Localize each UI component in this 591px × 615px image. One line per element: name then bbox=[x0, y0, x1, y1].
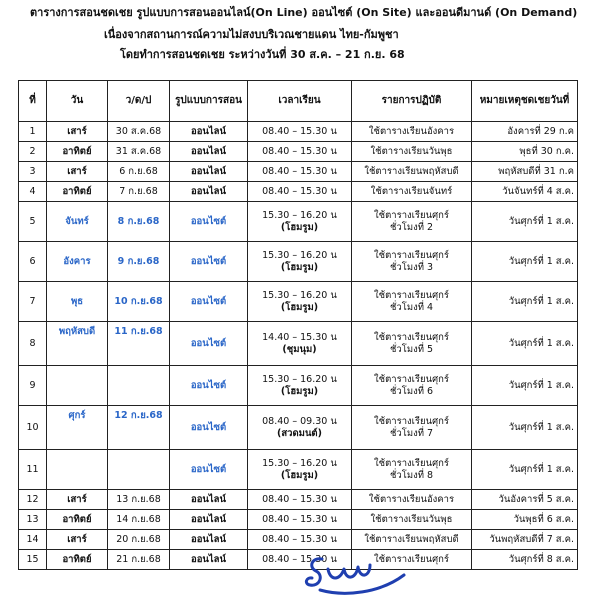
table-row bbox=[19, 142, 578, 162]
cell-date: 9 ก.ย.68 bbox=[108, 242, 170, 282]
cell-time bbox=[248, 450, 352, 490]
time-session: (โฮมรูม) bbox=[280, 221, 319, 233]
col-header-day: วัน bbox=[47, 81, 108, 122]
table-row bbox=[19, 122, 578, 142]
cell-day: เสาร์ bbox=[47, 162, 108, 182]
cell-time: 08.40 – 15.30 น bbox=[248, 122, 352, 142]
time-session: (โฮมรูม) bbox=[280, 385, 319, 397]
cell-no: 9 bbox=[19, 366, 47, 406]
cell-time: 08.40 – 15.30 น bbox=[248, 162, 352, 182]
cell-note: วันศุกร์ที่ 8 ส.ค. bbox=[472, 550, 578, 570]
cell-note: วันพุธที่ 6 ส.ค. bbox=[472, 510, 578, 530]
table-row bbox=[19, 322, 578, 366]
cell-date: 14 ก.ย.68 bbox=[108, 510, 170, 530]
table-row bbox=[19, 450, 578, 490]
cell-day: ศุกร์ bbox=[47, 406, 108, 450]
cell-no: 7 bbox=[19, 282, 47, 322]
cell-date: 12 ก.ย.68 bbox=[108, 406, 170, 450]
cell-no: 1 bbox=[19, 122, 47, 142]
cell-date: 11 ก.ย.68 bbox=[108, 322, 170, 366]
table-row bbox=[19, 162, 578, 182]
col-header-no: ที่ bbox=[19, 81, 47, 122]
cell-date: 21 ก.ย.68 bbox=[108, 550, 170, 570]
col-header-time: เวลาเรียน bbox=[248, 81, 352, 122]
cell-mode: ออนไลน์ bbox=[170, 490, 248, 510]
activity-text: ใช้ตารางเรียนศุกร์ bbox=[374, 209, 449, 221]
cell-date bbox=[108, 366, 170, 406]
table-row bbox=[19, 366, 578, 406]
cell-no: 4 bbox=[19, 182, 47, 202]
cell-activity bbox=[352, 406, 472, 450]
header-reason: เนื่องจากสถานการณ์ความไม่สงบบริเวณชายแดน ไทย-กัมพูชา bbox=[104, 28, 399, 41]
activity-hour: ชั่วโมงที่ 6 bbox=[389, 385, 434, 397]
cell-day: เสาร์ bbox=[47, 530, 108, 550]
cell-date: 31 ส.ค.68 bbox=[108, 142, 170, 162]
cell-note: วันศุกร์ที่ 1 ส.ค. bbox=[472, 242, 578, 282]
cell-time: 08.40 – 15.30 น bbox=[248, 530, 352, 550]
cell-date: 30 ส.ค.68 bbox=[108, 122, 170, 142]
cell-no: 3 bbox=[19, 162, 47, 182]
cell-time: 08.40 – 15.30 น bbox=[248, 142, 352, 162]
cell-time bbox=[248, 322, 352, 366]
cell-date: 7 ก.ย.68 bbox=[108, 182, 170, 202]
cell-date: 10 ก.ย.68 bbox=[108, 282, 170, 322]
cell-mode: ออนไซต์ bbox=[170, 242, 248, 282]
cell-time bbox=[248, 202, 352, 242]
activity-hour: ชั่วโมงที่ 4 bbox=[389, 301, 434, 313]
cell-activity: ใช้ตารางเรียนวันพุธ bbox=[352, 510, 472, 530]
cell-note: วันจันทร์ที่ 4 ส.ค. bbox=[472, 182, 578, 202]
cell-date bbox=[108, 450, 170, 490]
cell-note: วันศุกร์ที่ 1 ส.ค. bbox=[472, 366, 578, 406]
header-period: โดยทำการสอนชดเชย ระหว่างวันที่ 30 ส.ค. – 21 ก.ย. 68 bbox=[120, 48, 405, 61]
cell-note: วันอังคารที่ 5 ส.ค. bbox=[472, 490, 578, 510]
table-row bbox=[19, 510, 578, 530]
table-row bbox=[19, 182, 578, 202]
cell-activity: ใช้ตารางเรียนอังคาร bbox=[352, 122, 472, 142]
cell-mode: ออนไซต์ bbox=[170, 366, 248, 406]
cell-activity bbox=[352, 282, 472, 322]
time-range: 08.40 – 09.30 น bbox=[262, 415, 337, 427]
table-header-row bbox=[19, 81, 578, 122]
time-session: (โฮมรูม) bbox=[280, 469, 319, 481]
activity-hour: ชั่วโมงที่ 2 bbox=[389, 221, 434, 233]
cell-no: 8 bbox=[19, 322, 47, 366]
time-range: 14.40 – 15.30 น bbox=[262, 331, 337, 343]
table-row bbox=[19, 490, 578, 510]
table-row bbox=[19, 530, 578, 550]
cell-note: วันศุกร์ที่ 1 ส.ค. bbox=[472, 450, 578, 490]
time-session: (สวดมนต์) bbox=[277, 427, 322, 439]
activity-hour: ชั่วโมงที่ 5 bbox=[389, 343, 434, 355]
cell-no: 12 bbox=[19, 490, 47, 510]
cell-note: พุธที่ 30 ก.ค. bbox=[472, 142, 578, 162]
cell-mode: ออนไลน์ bbox=[170, 162, 248, 182]
signature-icon bbox=[300, 545, 410, 600]
cell-note: วันศุกร์ที่ 1 ส.ค. bbox=[472, 406, 578, 450]
schedule-table bbox=[18, 80, 578, 570]
cell-activity bbox=[352, 242, 472, 282]
cell-day: พุธ bbox=[47, 282, 108, 322]
cell-date: 20 ก.ย.68 bbox=[108, 530, 170, 550]
activity-text: ใช้ตารางเรียนศุกร์ bbox=[374, 331, 449, 343]
cell-day: อาทิตย์ bbox=[47, 550, 108, 570]
cell-mode: ออนไลน์ bbox=[170, 142, 248, 162]
cell-day bbox=[47, 450, 108, 490]
table-row bbox=[19, 242, 578, 282]
col-header-date: ว/ด/ป bbox=[108, 81, 170, 122]
cell-note: วันศุกร์ที่ 1 ส.ค. bbox=[472, 322, 578, 366]
cell-time bbox=[248, 406, 352, 450]
cell-date: 6 ก.ย.68 bbox=[108, 162, 170, 182]
cell-no: 10 bbox=[19, 406, 47, 450]
cell-note: วันพฤหัสบดีที่ 7 ส.ค. bbox=[472, 530, 578, 550]
cell-time bbox=[248, 366, 352, 406]
cell-day: เสาร์ bbox=[47, 122, 108, 142]
time-session: (โฮมรูม) bbox=[280, 261, 319, 273]
cell-time: 08.40 – 15.30 น bbox=[248, 490, 352, 510]
time-range: 15.30 – 16.20 น bbox=[262, 457, 337, 469]
cell-time bbox=[248, 242, 352, 282]
cell-day: อาทิตย์ bbox=[47, 182, 108, 202]
cell-day: อังคาร bbox=[47, 242, 108, 282]
header-title: ตารางการสอนชดเชย รูปแบบการสอนออนไลน์(On Line) ออนไซต์ (On Site) และออนดีมานด์ (On Demand) bbox=[30, 6, 578, 19]
cell-activity: ใช้ตารางเรียนวันพุธ bbox=[352, 142, 472, 162]
table-row bbox=[19, 550, 578, 570]
activity-text: ใช้ตารางเรียนศุกร์ bbox=[374, 289, 449, 301]
cell-mode: ออนไลน์ bbox=[170, 122, 248, 142]
activity-text: ใช้ตารางเรียนศุกร์ bbox=[374, 373, 449, 385]
cell-day: จันทร์ bbox=[47, 202, 108, 242]
cell-mode: ออนไซต์ bbox=[170, 406, 248, 450]
cell-mode: ออนไซต์ bbox=[170, 202, 248, 242]
activity-text: ใช้ตารางเรียนศุกร์ bbox=[374, 249, 449, 261]
cell-activity bbox=[352, 450, 472, 490]
cell-activity: ใช้ตารางเรียนอังคาร bbox=[352, 490, 472, 510]
cell-activity: ใช้ตารางเรียนศุกร์ bbox=[352, 550, 472, 570]
cell-no: 5 bbox=[19, 202, 47, 242]
cell-note: วันศุกร์ที่ 1 ส.ค. bbox=[472, 282, 578, 322]
col-header-mode: รูปแบบการสอน bbox=[170, 81, 248, 122]
activity-text: ใช้ตารางเรียนศุกร์ bbox=[374, 457, 449, 469]
cell-no: 15 bbox=[19, 550, 47, 570]
activity-text: ใช้ตารางเรียนศุกร์ bbox=[374, 415, 449, 427]
cell-mode: ออนไลน์ bbox=[170, 182, 248, 202]
time-session: (ชุมนุม) bbox=[282, 343, 317, 355]
time-range: 15.30 – 16.20 น bbox=[262, 289, 337, 301]
activity-hour: ชั่วโมงที่ 8 bbox=[389, 469, 434, 481]
cell-date: 8 ก.ย.68 bbox=[108, 202, 170, 242]
cell-note: พฤหัสบดีที่ 31 ก.ค bbox=[472, 162, 578, 182]
cell-day: อาทิตย์ bbox=[47, 510, 108, 530]
cell-activity bbox=[352, 202, 472, 242]
cell-activity: ใช้ตารางเรียนพฤหัสบดี bbox=[352, 530, 472, 550]
cell-note: อังคารที่ 29 ก.ค bbox=[472, 122, 578, 142]
cell-time: 08.40 – 15.30 น bbox=[248, 182, 352, 202]
cell-no: 2 bbox=[19, 142, 47, 162]
cell-activity bbox=[352, 366, 472, 406]
cell-day: พฤหัสบดี bbox=[47, 322, 108, 366]
table-row bbox=[19, 406, 578, 450]
cell-mode: ออนไซต์ bbox=[170, 450, 248, 490]
cell-time: 08.40 – 15.30 น bbox=[248, 550, 352, 570]
cell-time bbox=[248, 282, 352, 322]
cell-mode: ออนไลน์ bbox=[170, 510, 248, 530]
cell-mode: ออนไลน์ bbox=[170, 550, 248, 570]
cell-no: 14 bbox=[19, 530, 47, 550]
cell-mode: ออนไซต์ bbox=[170, 282, 248, 322]
cell-no: 6 bbox=[19, 242, 47, 282]
cell-note: วันศุกร์ที่ 1 ส.ค. bbox=[472, 202, 578, 242]
table-row bbox=[19, 202, 578, 242]
table-row bbox=[19, 282, 578, 322]
activity-hour: ชั่วโมงที่ 3 bbox=[389, 261, 434, 273]
cell-no: 13 bbox=[19, 510, 47, 530]
col-header-note: หมายเหตุชดเชยวันที่ bbox=[472, 81, 578, 122]
cell-activity bbox=[352, 322, 472, 366]
cell-day: อาทิตย์ bbox=[47, 142, 108, 162]
time-range: 15.30 – 16.20 น bbox=[262, 209, 337, 221]
cell-mode: ออนไลน์ bbox=[170, 530, 248, 550]
cell-no: 11 bbox=[19, 450, 47, 490]
cell-mode: ออนไซต์ bbox=[170, 322, 248, 366]
time-session: (โฮมรูม) bbox=[280, 301, 319, 313]
col-header-activity: รายการปฏิบัติ bbox=[352, 81, 472, 122]
cell-time: 08.40 – 15.30 น bbox=[248, 510, 352, 530]
cell-activity: ใช้ตารางเรียนจันทร์ bbox=[352, 182, 472, 202]
cell-date: 13 ก.ย.68 bbox=[108, 490, 170, 510]
time-range: 15.30 – 16.20 น bbox=[262, 249, 337, 261]
time-range: 15.30 – 16.20 น bbox=[262, 373, 337, 385]
cell-activity: ใช้ตารางเรียนพฤหัสบดี bbox=[352, 162, 472, 182]
activity-hour: ชั่วโมงที่ 7 bbox=[389, 427, 434, 439]
cell-day bbox=[47, 366, 108, 406]
cell-day: เสาร์ bbox=[47, 490, 108, 510]
